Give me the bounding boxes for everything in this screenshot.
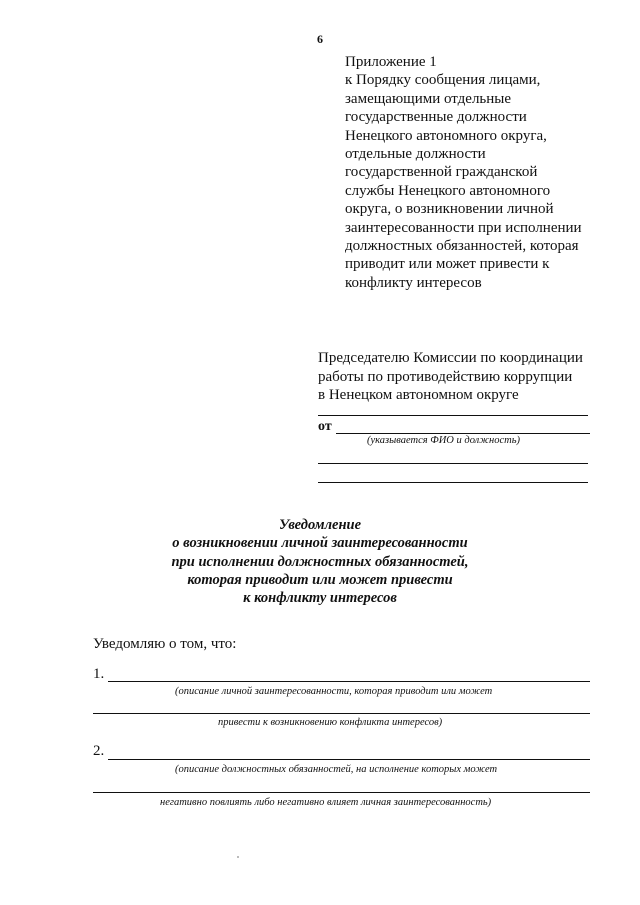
addressee-line: работы по противодействию коррупции (318, 368, 573, 385)
title-line: о возникновении личной заинтересованности (172, 535, 468, 552)
addressee-block (318, 349, 638, 405)
from-name-field[interactable] (336, 433, 590, 434)
title-line: к конфликту интересов (243, 590, 397, 607)
title-line: которая приводит или может привести (187, 571, 453, 588)
from-position-field[interactable] (318, 463, 588, 464)
appendix-line: заинтересованности при исполнении (345, 219, 582, 236)
item1-field-line2[interactable] (93, 713, 590, 714)
item1-number: 1. (93, 666, 105, 682)
item2-field-line1[interactable] (108, 759, 590, 760)
title-line: при исполнении должностных обязанностей, (171, 553, 469, 570)
from-extra-field[interactable] (318, 482, 588, 483)
item2-field-line2[interactable] (93, 792, 590, 793)
appendix-line: замещающими отдельные (345, 90, 512, 107)
appendix-line: Ненецкого автономного округа, (345, 127, 547, 144)
appendix-line: Приложение 1 (345, 54, 437, 70)
item2-hint-line1: (описание должностных обязанностей, на исполнение которых может (175, 764, 498, 775)
from-label: от (318, 419, 332, 434)
item1-hint-line2: привести к возникновению конфликта интересов) (218, 717, 443, 728)
title-line: Уведомление (278, 517, 362, 533)
item2-hint-line2: негативно повлиять либо негативно влияет личная заинтересованность) (160, 797, 492, 808)
item1-field-line1[interactable] (108, 681, 590, 682)
appendix-line: к Порядку сообщения лицами, (345, 72, 541, 89)
intro-text: Уведомляю о том, что: (93, 636, 237, 652)
appendix-line: конфликту интересов (345, 274, 482, 291)
appendix-line: государственной гражданской (345, 164, 538, 181)
addressee-blank-line[interactable] (318, 415, 588, 416)
addressee-line: в Ненецком автономном округе (318, 387, 519, 403)
from-hint: (указывается ФИО и должность) (367, 435, 521, 446)
item1-hint-line1: (описание личной заинтересованности, которая приводит или может (175, 686, 493, 697)
appendix-line: отдельные должности (345, 146, 486, 163)
appendix-line: государственные должности (345, 109, 527, 126)
addressee-line: Председателю Комиссии по координации (318, 350, 583, 366)
item2-number: 2. (93, 743, 105, 759)
appendix-line: должностных обязанностей, которая (345, 238, 579, 255)
page-number: 6 (317, 32, 323, 46)
appendix-line: округа, о возникновении личной (345, 201, 554, 218)
appendix-line: приводит или может привести к (345, 256, 550, 273)
appendix-line: службы Ненецкого автономного (345, 182, 551, 199)
appendix-header (345, 53, 635, 292)
scan-speck (237, 856, 239, 858)
notice-title (0, 516, 640, 607)
